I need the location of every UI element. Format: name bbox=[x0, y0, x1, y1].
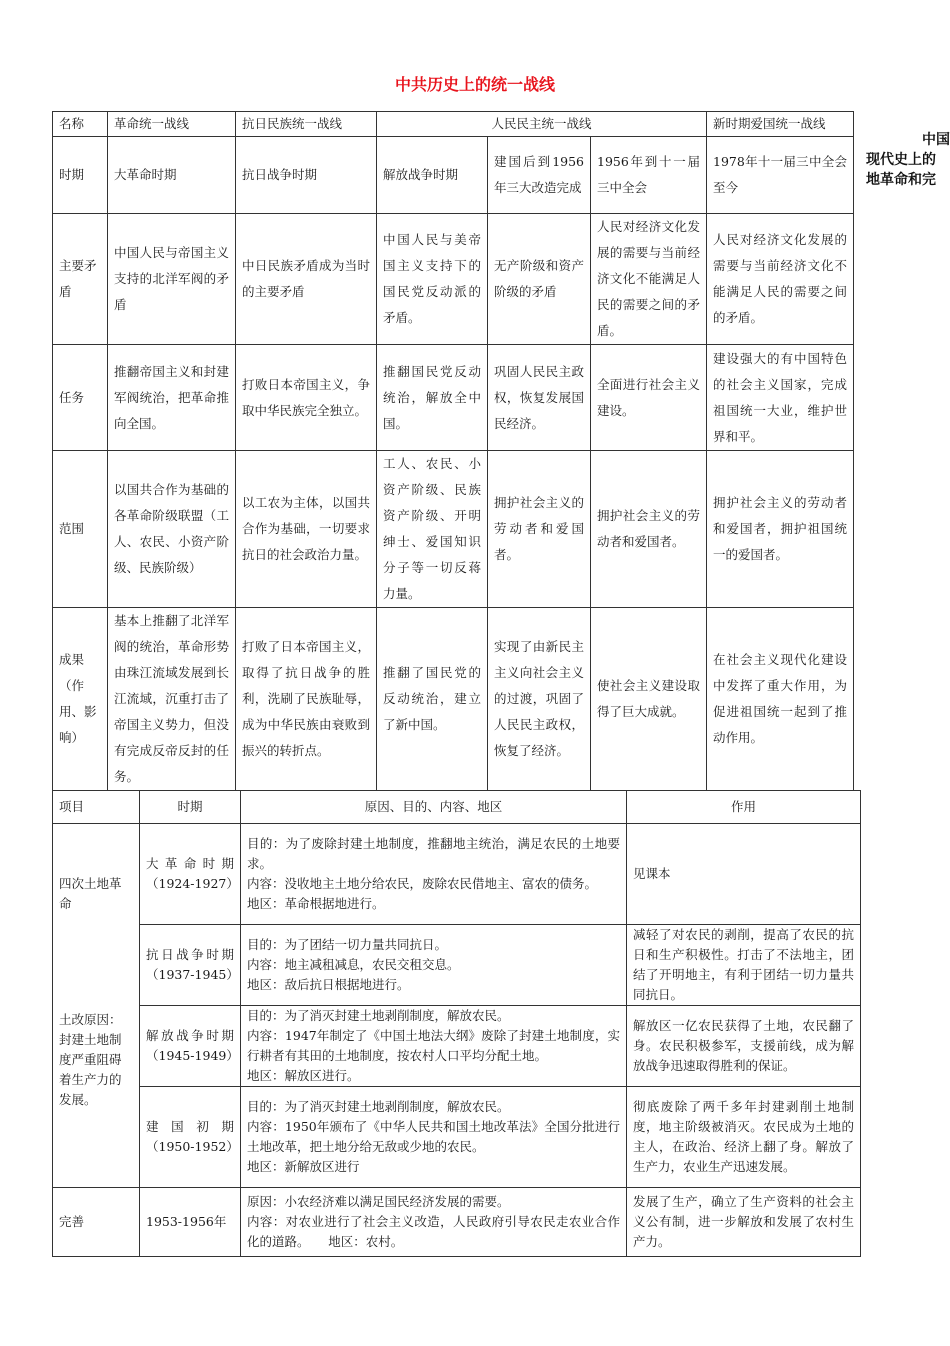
row-label: 主要矛盾 bbox=[53, 214, 108, 345]
detail-line: 目的：为了废除封建土地制度，推翻地主统治，满足农民的土地要求。 bbox=[247, 836, 620, 871]
table-cell: 解放战争时期 bbox=[377, 137, 488, 214]
united-front-table bbox=[52, 111, 854, 791]
table-cell: 建设强大的有中国特色的社会主义国家，完成祖国统一大业，维护世界和平。 bbox=[707, 345, 854, 451]
details-cell bbox=[241, 1188, 627, 1257]
table-cell: 打败了日本帝国主义，取得了抗日战争的胜利，洗刷了民族耻辱，成为中华民族由衰败到振兴的转折点。 bbox=[236, 608, 377, 791]
header-cell: 项目 bbox=[53, 791, 140, 824]
detail-line: 地区：解放区进行。 bbox=[247, 1068, 360, 1083]
table-cell: 基本上推翻了北洋军阀的统治，革命形势由珠江流域发展到长江流域，沉重打击了帝国主义势力，但没有完成反帝反封的任务。 bbox=[108, 608, 236, 791]
table-row bbox=[53, 1188, 861, 1257]
header-cell: 原因、目的、内容、地区 bbox=[241, 791, 627, 824]
table-cell: 人民对经济文化发展的需要与当前经济文化不能满足人民的需要之间的矛盾。 bbox=[707, 214, 854, 345]
row-label: 完善 bbox=[53, 1188, 140, 1257]
detail-line: 内容：对农业进行了社会主义改造，人民政府引导农民走农业合作化的道路。 地区：农村。 bbox=[247, 1214, 620, 1249]
effect-cell: 彻底废除了两千多年封建剥削土地制度，地主阶级被消灭。农民成为土地的主人，在政治、经济上翻了身。解放了生产力，农业生产迅速发展。 bbox=[627, 1087, 861, 1188]
detail-line: 地区：新解放区进行 bbox=[247, 1159, 360, 1174]
table-row bbox=[53, 451, 854, 608]
table-cell: 在社会主义现代化建设中发挥了重大作用，为促进祖国统一起到了推动作用。 bbox=[707, 608, 854, 791]
table-cell: 工人、农民、小资产阶级、民族资产阶级、开明绅士、爱国知识分子等一切反蒋力量。 bbox=[377, 451, 488, 608]
table-cell: 1956年到十一届三中全会 bbox=[591, 137, 707, 214]
table-cell: 中国人民与帝国主义支持的北洋军阀的矛盾 bbox=[108, 214, 236, 345]
header-cell: 名称 bbox=[53, 112, 108, 137]
table-row bbox=[53, 824, 861, 925]
detail-line: 内容：1950年颁布了《中华人民共和国土地改革法》全国分批进行土地改革，把土地分给无敌或少地的农民。 bbox=[247, 1119, 620, 1154]
table-cell: 拥护社会主义的劳动者和爱国者。 bbox=[591, 451, 707, 608]
table-cell: 以国共合作为基础的各革命阶级联盟（工人、农民、小资产阶级、民族阶级） bbox=[108, 451, 236, 608]
header-cell: 抗日民族统一战线 bbox=[236, 112, 377, 137]
header-cell: 时期 bbox=[140, 791, 241, 824]
table-cell: 中日民族矛盾成为当时的主要矛盾 bbox=[236, 214, 377, 345]
table-cell: 全面进行社会主义建设。 bbox=[591, 345, 707, 451]
table-cell: 拥护社会主义的劳动者和爱国者，拥护祖国统一的爱国者。 bbox=[707, 451, 854, 608]
details-cell bbox=[241, 925, 627, 1006]
table-cell: 1978年十一届三中全会至今 bbox=[707, 137, 854, 214]
group-label: 四次土地革命 bbox=[59, 876, 122, 911]
page-title: 中共历史上的统一战线 bbox=[394, 75, 555, 94]
land-reform-table bbox=[52, 790, 861, 1257]
table-cell: 推翻帝国主义和封建军阀统治，把革命推向全国。 bbox=[108, 345, 236, 451]
row-label: 成果（作用、影响） bbox=[53, 608, 108, 791]
table-cell: 巩固人民民主政权，恢复发展国民经济。 bbox=[488, 345, 591, 451]
details-cell bbox=[241, 1087, 627, 1188]
table-row bbox=[53, 1006, 861, 1087]
detail-line: 内容：地主减租减息，农民交租交息。 bbox=[247, 957, 460, 972]
effect-cell: 发展了生产，确立了生产资料的社会主义公有制，进一步解放和发展了农村生产力。 bbox=[627, 1188, 861, 1257]
header-cell: 人民民主统一战线 bbox=[377, 112, 707, 137]
table-cell: 实现了由新民主主义向社会主义的过渡，巩固了人民民主政权，恢复了经济。 bbox=[488, 608, 591, 791]
table-row bbox=[53, 925, 861, 1006]
period-cell: 1953-1956年 bbox=[140, 1188, 241, 1257]
row-label: 时期 bbox=[53, 137, 108, 214]
table-cell: 大革命时期 bbox=[108, 137, 236, 214]
detail-line: 内容：没收地主土地分给农民，废除农民借地主、富农的债务。 bbox=[247, 876, 598, 891]
table-header-row bbox=[53, 112, 854, 137]
table-cell: 拥护社会主义的劳动者和爱国者。 bbox=[488, 451, 591, 608]
header-cell: 作用 bbox=[627, 791, 861, 824]
detail-line: 原因：小农经济难以满足国民经济发展的需要。 bbox=[247, 1194, 510, 1209]
effect-cell: 解放区一亿农民获得了土地，农民翻了身。农民积极参军，支援前线，成为解放战争迅速取得胜利的保证。 bbox=[627, 1006, 861, 1087]
period-cell: 解放战争时期（1945-1949） bbox=[140, 1006, 241, 1087]
row-label: 范围 bbox=[53, 451, 108, 608]
table-cell: 打败日本帝国主义，争取中华民族完全独立。 bbox=[236, 345, 377, 451]
period-cell: 抗日战争时期（1937-1945） bbox=[140, 925, 241, 1006]
table-cell: 中国人民与美帝国主义支持下的国民党反动派的矛盾。 bbox=[377, 214, 488, 345]
effect-cell: 见课本 bbox=[627, 824, 861, 925]
table-row bbox=[53, 345, 854, 451]
period-cell: 建国初期（1950-1952） bbox=[140, 1087, 241, 1188]
detail-line: 目的：为了消灭封建土地剥削制度，解放农民。 bbox=[247, 1099, 510, 1114]
detail-line: 目的：为了消灭封建土地剥削制度，解放农民。 bbox=[247, 1008, 510, 1023]
table-row bbox=[53, 608, 854, 791]
header-cell: 新时期爱国统一战线 bbox=[707, 112, 854, 137]
table-row bbox=[53, 214, 854, 345]
detail-line: 目的：为了团结一切力量共同抗日。 bbox=[247, 937, 448, 952]
details-cell bbox=[241, 824, 627, 925]
table-row bbox=[53, 1087, 861, 1188]
row-label: 任务 bbox=[53, 345, 108, 451]
table-header-row bbox=[53, 791, 861, 824]
side-overflow-text: 中国 现代史上的 地革命和完 bbox=[866, 132, 950, 188]
group-label-cell bbox=[53, 824, 140, 1188]
details-cell bbox=[241, 1006, 627, 1087]
table-cell: 推翻了国民党的反动统治，建立了新中国。 bbox=[377, 608, 488, 791]
table-cell: 建国后到1956年三大改造完成 bbox=[488, 137, 591, 214]
table-cell: 抗日战争时期 bbox=[236, 137, 377, 214]
table-cell: 无产阶级和资产阶级的矛盾 bbox=[488, 214, 591, 345]
table-row bbox=[53, 137, 854, 214]
group-reason: 土改原因：封建土地制度严重阻碍着生产力的发展。 bbox=[59, 1012, 122, 1107]
detail-line: 内容：1947年制定了《中国土地法大纲》废除了封建土地制度，实行耕者有其田的土地制度，按农村人口平均分配土地。 bbox=[247, 1028, 620, 1063]
header-cell: 革命统一战线 bbox=[108, 112, 236, 137]
table-cell: 使社会主义建设取得了巨大成就。 bbox=[591, 608, 707, 791]
effect-cell: 减轻了对农民的剥削，提高了农民的抗日和生产积极性。打击了不法地主，团结了开明地主，有利于团结一切力量共同抗日。 bbox=[627, 925, 861, 1006]
table-cell: 以工农为主体，以国共合作为基础，一切要求抗日的社会政治力量。 bbox=[236, 451, 377, 608]
detail-line: 地区：敌后抗日根据地进行。 bbox=[247, 977, 410, 992]
table-cell: 人民对经济文化发展的需要与当前经济文化不能满足人民的需要之间的矛盾。 bbox=[591, 214, 707, 345]
table-cell: 推翻国民党反动统治，解放全中国。 bbox=[377, 345, 488, 451]
detail-line: 地区：革命根据地进行。 bbox=[247, 896, 385, 911]
period-cell: 大革命时期（1924-1927） bbox=[140, 824, 241, 925]
